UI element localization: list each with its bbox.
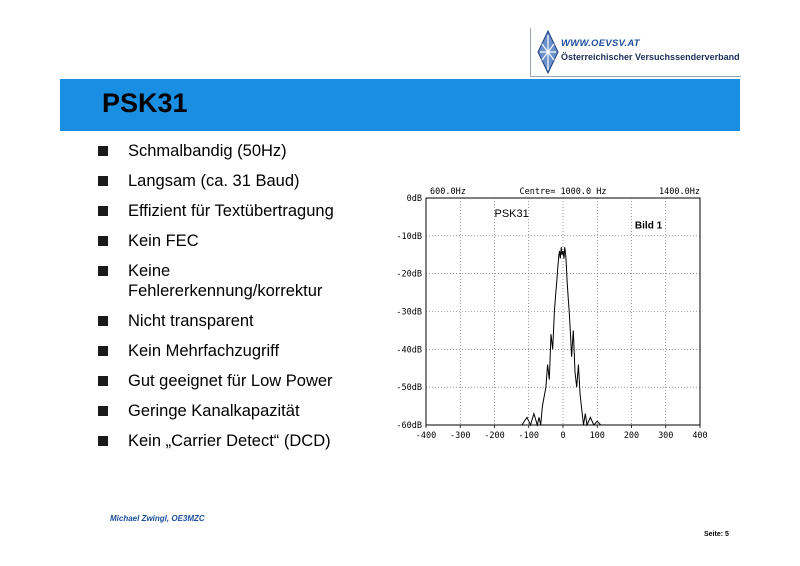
- bullet-square-icon: [98, 176, 108, 186]
- bullet-item: [98, 431, 358, 451]
- bullet-item: [98, 401, 358, 421]
- x-tick-label: -100: [518, 431, 539, 441]
- bullet-list: [98, 141, 358, 461]
- y-tick-label: -60dB: [396, 421, 422, 431]
- bullet-text: Schmalbandig (50Hz): [128, 142, 287, 160]
- bullet-text: Geringe Kanalkapazität: [128, 402, 300, 420]
- bullet-text: Kein Mehrfachzugriff: [128, 342, 280, 360]
- chart-top-left-label: 600.0Hz: [430, 187, 466, 197]
- x-tick-label: -400: [415, 431, 437, 441]
- x-tick-label: -200: [484, 431, 505, 441]
- y-tick-label: -10dB: [396, 231, 422, 242]
- x-tick-label: 400: [692, 431, 708, 441]
- chart-inner-label: PSK31: [494, 207, 529, 220]
- bullet-square-icon: [98, 206, 108, 216]
- bullet-square-icon: [98, 436, 108, 446]
- chart-top-right-label: 1400.0Hz: [659, 187, 700, 197]
- bullet-square-icon: [98, 146, 108, 156]
- bullet-text: Keine Fehlererkennung/korrektur: [128, 262, 323, 300]
- x-tick-label: -300: [450, 431, 471, 441]
- bullet-square-icon: [98, 316, 108, 326]
- bullet-square-icon: [98, 406, 108, 416]
- x-tick-label: 100: [589, 431, 605, 441]
- bullet-item: [98, 171, 358, 191]
- bullet-text: Kein „Carrier Detect“ (DCD): [128, 432, 331, 450]
- bullet-item: [98, 201, 358, 221]
- footer-page-number: Seite: 5: [704, 531, 729, 538]
- y-tick-label: -30dB: [396, 307, 422, 318]
- bullet-text: Effizient für Textübertragung: [128, 202, 334, 220]
- bullet-item: [98, 141, 358, 161]
- chart-top-center-label: Centre= 1000.0 Hz: [519, 187, 607, 197]
- slide-title: PSK31: [102, 88, 188, 118]
- logo-org-name: Österreichischer Versuchssenderverband: [561, 52, 740, 62]
- bullet-text: Gut geeignet für Low Power: [128, 372, 333, 390]
- y-tick-label: -40dB: [396, 345, 422, 356]
- bullet-text: Nicht transparent: [128, 312, 254, 330]
- bullet-item: [98, 371, 358, 391]
- logo-icon: [537, 30, 559, 74]
- bullet-item: [98, 231, 358, 251]
- bullet-item: [98, 261, 358, 301]
- spectrum-chart: [384, 182, 714, 444]
- x-tick-label: 200: [623, 431, 640, 441]
- x-tick-label: 300: [658, 431, 674, 441]
- bullet-square-icon: [98, 346, 108, 356]
- bullet-square-icon: [98, 236, 108, 246]
- footer-author: Michael Zwingl, OE3MZC: [110, 514, 205, 523]
- y-tick-label: -20dB: [396, 269, 422, 280]
- logo-area: [530, 28, 741, 77]
- chart-figure-label: Bild 1: [634, 220, 663, 232]
- bullet-square-icon: [98, 266, 108, 276]
- x-tick-label: 0: [560, 431, 566, 441]
- y-tick-label: -50dB: [396, 383, 422, 394]
- bullet-item: [98, 311, 358, 331]
- bullet-square-icon: [98, 376, 108, 386]
- bullet-item: [98, 341, 358, 361]
- y-tick-label: 0dB: [406, 194, 422, 204]
- bullet-text: Langsam (ca. 31 Baud): [128, 172, 300, 190]
- bullet-text: Kein FEC: [128, 232, 199, 250]
- logo-url: WWW.OEVSV.AT: [561, 38, 640, 49]
